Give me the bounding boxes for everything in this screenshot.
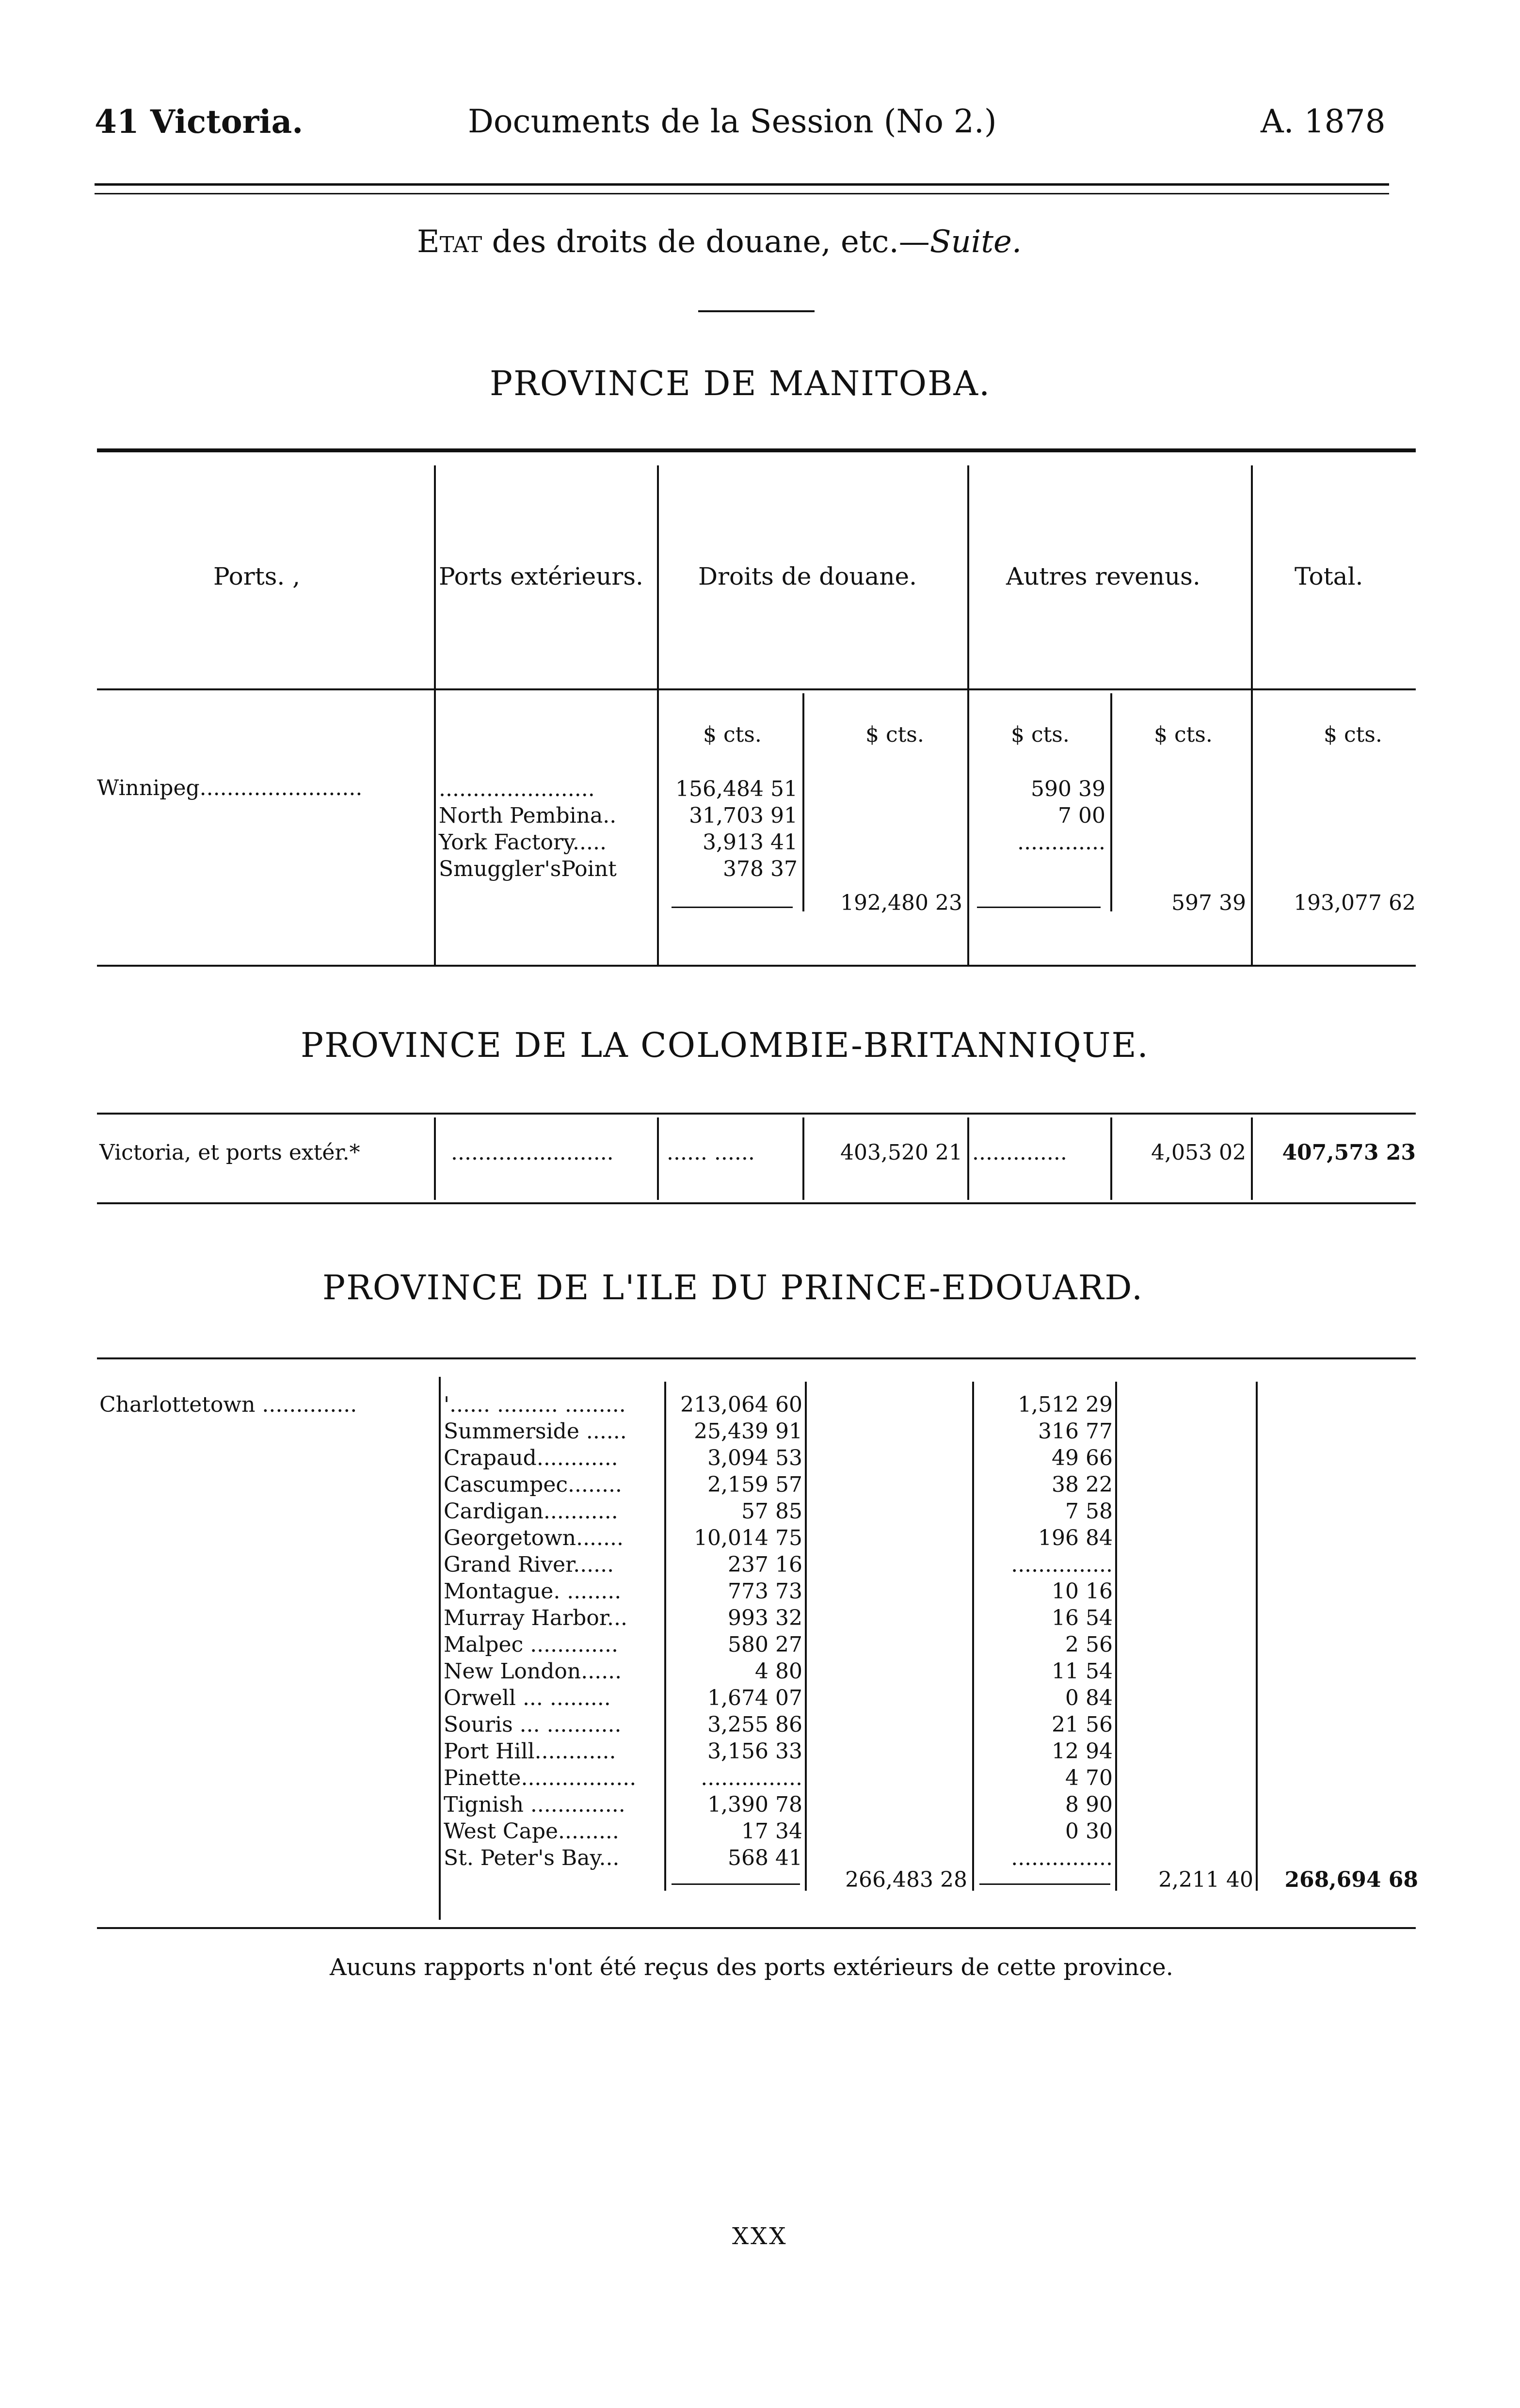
header-rule-bottom xyxy=(95,193,1389,194)
ipe-row-droits: 3,255 86 xyxy=(707,1712,802,1737)
ipe-droits-total: 266,483 28 xyxy=(845,1867,967,1892)
ipe-row-ext: Cardigan........... xyxy=(444,1499,618,1524)
title-main: des droits de douane, etc.— xyxy=(482,224,930,260)
ipe-row-autres: 49 66 xyxy=(1052,1446,1113,1470)
title-suffix: Suite. xyxy=(929,224,1022,260)
colombie-heading: PROVINCE DE LA COLOMBIE-BRITANNIQUE. xyxy=(301,1025,1149,1065)
manitoba-row-ext-2: York Factory..... xyxy=(439,830,607,855)
manitoba-droits-total: 192,480 23 xyxy=(840,891,962,915)
ipe-row-autres: 12 94 xyxy=(1052,1739,1113,1764)
ipe-grand-total: 268,694 68 xyxy=(1284,1867,1418,1892)
ipe-row-droits: 1,674 07 xyxy=(707,1686,802,1710)
manitoba-autres-sum-rule xyxy=(977,907,1101,908)
ipe-row-ext: West Cape......... xyxy=(444,1819,619,1844)
ipe-autres-total: 2,211 40 xyxy=(1158,1867,1253,1892)
header-left: 41 Victoria. xyxy=(95,103,304,141)
colombie-grand-total: 407,573 23 xyxy=(1282,1140,1416,1165)
ipe-row-droits: 1,390 78 xyxy=(707,1792,802,1817)
ipe-row-droits: 25,439 91 xyxy=(694,1419,802,1444)
title-prefix: Etat xyxy=(417,224,482,260)
title-divider xyxy=(698,310,815,312)
ipe-row-ext: Grand River...... xyxy=(444,1552,614,1577)
col-header-ports: Ports. , xyxy=(213,562,301,590)
ipe-row-droits: ............... xyxy=(701,1766,802,1790)
manitoba-droits-sum-rule xyxy=(672,907,793,908)
ipe-row-autres: 10 16 xyxy=(1052,1579,1113,1604)
manitoba-row-autres-1: 7 00 xyxy=(1058,803,1105,828)
ipe-row-ext: Tignish .............. xyxy=(444,1792,625,1817)
ipe-row-ext: Summerside ...... xyxy=(444,1419,627,1444)
ipe-row-ext: Pinette................. xyxy=(444,1766,637,1790)
ipe-row-ext: Cascumpec........ xyxy=(444,1472,622,1497)
ipe-row-autres: 2 56 xyxy=(1065,1632,1113,1657)
ipe-row-ext: Orwell ... ......... xyxy=(444,1686,611,1710)
ipe-row-droits: 773 73 xyxy=(728,1579,802,1604)
manitoba-row-droits-2: 3,913 41 xyxy=(703,830,798,855)
ipe-row-ext: St. Peter's Bay... xyxy=(444,1846,620,1870)
ipe-row-autres: ............... xyxy=(1011,1552,1113,1577)
ipe-row-ext: Montague. ........ xyxy=(444,1579,622,1604)
ipe-row-autres: 196 84 xyxy=(1038,1526,1113,1550)
ipe-col-divider-6 xyxy=(1256,1382,1258,1891)
ipe-row-autres: 7 58 xyxy=(1065,1499,1113,1524)
ipe-row-autres: 4 70 xyxy=(1065,1766,1113,1790)
ipe-row-ext: New London...... xyxy=(444,1659,622,1684)
manitoba-port: Winnipeg........................ xyxy=(97,776,363,800)
ipe-row-ext: Malpec ............. xyxy=(444,1632,619,1657)
footnote: Aucuns rapports n'ont été reçus des ports extérieurs de cette province. xyxy=(330,1954,1173,1981)
manitoba-row-droits-0: 156,484 51 xyxy=(675,777,798,801)
colombie-droits-total: 403,520 21 xyxy=(840,1140,962,1165)
ipe-top-rule xyxy=(97,1357,1416,1359)
colombie-col-divider-1 xyxy=(434,1117,436,1200)
ipe-row-droits: 10,014 75 xyxy=(694,1526,802,1550)
ipe-col-divider-4 xyxy=(972,1382,974,1891)
ipe-col-divider-5 xyxy=(1115,1382,1117,1891)
ipe-autres-sum-rule xyxy=(979,1883,1110,1885)
page-title xyxy=(417,224,1022,260)
manitoba-heading: PROVINCE DE MANITOBA. xyxy=(490,364,991,403)
ipe-row-droits: 568 41 xyxy=(728,1846,802,1870)
unit-total: $ cts. xyxy=(1324,722,1382,747)
ipe-row-droits: 4 80 xyxy=(755,1659,802,1684)
manitoba-row-autres-2: ............. xyxy=(1017,830,1105,855)
manitoba-row-ext-1: North Pembina.. xyxy=(439,803,617,828)
manitoba-row-ext-0: ....................... xyxy=(439,777,595,801)
manitoba-subcol-droits xyxy=(802,693,804,911)
colombie-ext: ........................ xyxy=(451,1140,614,1165)
unit-autres-detail: $ cts. xyxy=(1011,722,1070,747)
ipe-col-divider-2 xyxy=(664,1382,666,1891)
ipe-droits-sum-rule xyxy=(672,1883,800,1885)
col-header-droits: Droits de douane. xyxy=(698,562,917,590)
colombie-autres-detail: .............. xyxy=(972,1140,1067,1165)
ipe-col-divider-1 xyxy=(439,1377,441,1920)
colombie-col-divider-4 xyxy=(967,1117,969,1200)
ipe-row-droits: 3,094 53 xyxy=(707,1446,802,1470)
ipe-row-autres: 316 77 xyxy=(1038,1419,1113,1444)
ipe-row-droits: 3,156 33 xyxy=(707,1739,802,1764)
colombie-droits-detail: ...... ...... xyxy=(667,1140,755,1165)
unit-droits-total: $ cts. xyxy=(865,722,924,747)
manitoba-grand-total: 193,077 62 xyxy=(1294,891,1416,915)
ipe-row-autres: 21 56 xyxy=(1052,1712,1113,1737)
ipe-row-ext: '...... ......... ......... xyxy=(444,1392,626,1417)
ipe-row-autres: 0 30 xyxy=(1065,1819,1113,1844)
colombie-col-divider-3 xyxy=(802,1117,804,1200)
page-number: XXX xyxy=(732,2223,788,2250)
ipe-row-autres: 11 54 xyxy=(1052,1659,1113,1684)
ipe-row-ext: Port Hill............ xyxy=(444,1739,616,1764)
ipe-col-divider-3 xyxy=(805,1382,807,1891)
manitoba-col-divider-1 xyxy=(434,465,436,688)
ipe-row-ext: Souris ... ........... xyxy=(444,1712,622,1737)
unit-droits-detail: $ cts. xyxy=(703,722,762,747)
ipe-row-autres: 1,512 29 xyxy=(1018,1392,1113,1417)
manitoba-row-droits-1: 31,703 91 xyxy=(689,803,798,828)
ipe-row-ext: Crapaud............ xyxy=(444,1446,618,1470)
colombie-col-divider-5 xyxy=(1110,1117,1112,1200)
ipe-heading: PROVINCE DE L'ILE DU PRINCE-EDOUARD. xyxy=(322,1268,1144,1308)
header-center: Documents de la Session (No 2.) xyxy=(468,103,997,140)
col-header-ports-ext: Ports extérieurs. xyxy=(439,562,643,590)
manitoba-col-divider-4 xyxy=(1251,465,1253,965)
ipe-row-autres: 16 54 xyxy=(1052,1606,1113,1630)
col-header-autres: Autres revenus. xyxy=(1006,562,1200,590)
ipe-row-autres: 8 90 xyxy=(1065,1792,1113,1817)
ipe-row-autres: 0 84 xyxy=(1065,1686,1113,1710)
manitoba-table-top-rule xyxy=(97,448,1416,452)
ipe-row-droits: 213,064 60 xyxy=(680,1392,802,1417)
ipe-row-droits: 993 32 xyxy=(728,1606,802,1630)
manitoba-bottom-rule xyxy=(97,965,1416,967)
unit-autres-total: $ cts. xyxy=(1154,722,1213,747)
ipe-row-droits: 2,159 57 xyxy=(707,1472,802,1497)
manitoba-row-autres-0: 590 39 xyxy=(1031,777,1105,801)
ipe-row-droits: 57 85 xyxy=(741,1499,802,1524)
ipe-row-autres: ............... xyxy=(1011,1846,1113,1870)
ipe-row-droits: 580 27 xyxy=(728,1632,802,1657)
ipe-row-ext: Murray Harbor... xyxy=(444,1606,627,1630)
colombie-top-rule xyxy=(97,1113,1416,1115)
ipe-row-ext: Georgetown....... xyxy=(444,1526,624,1550)
ipe-row-droits: 237 16 xyxy=(728,1552,802,1577)
colombie-col-divider-2 xyxy=(657,1117,659,1200)
manitoba-header-rule xyxy=(97,688,1416,690)
colombie-autres-total: 4,053 02 xyxy=(1151,1140,1246,1165)
manitoba-row-droits-3: 378 37 xyxy=(723,857,798,881)
manitoba-col-divider-2 xyxy=(657,465,659,965)
manitoba-autres-total: 597 39 xyxy=(1171,891,1246,915)
manitoba-col-divider-1b xyxy=(434,688,436,965)
header-right: A. 1878 xyxy=(1261,103,1386,140)
manitoba-row-ext-3: Smuggler'sPoint xyxy=(439,857,617,881)
manitoba-col-divider-3 xyxy=(967,465,969,965)
header-rule-top xyxy=(95,183,1389,186)
ipe-bottom-rule xyxy=(97,1927,1416,1929)
colombie-col-divider-6 xyxy=(1251,1117,1253,1200)
manitoba-subcol-autres xyxy=(1110,693,1112,911)
colombie-port: Victoria, et ports extér.* xyxy=(99,1140,360,1165)
ipe-row-droits: 17 34 xyxy=(741,1819,802,1844)
ipe-row-autres: 38 22 xyxy=(1052,1472,1113,1497)
ipe-port: Charlottetown .............. xyxy=(99,1392,357,1417)
col-header-total: Total. xyxy=(1295,562,1363,590)
colombie-bottom-rule xyxy=(97,1202,1416,1204)
